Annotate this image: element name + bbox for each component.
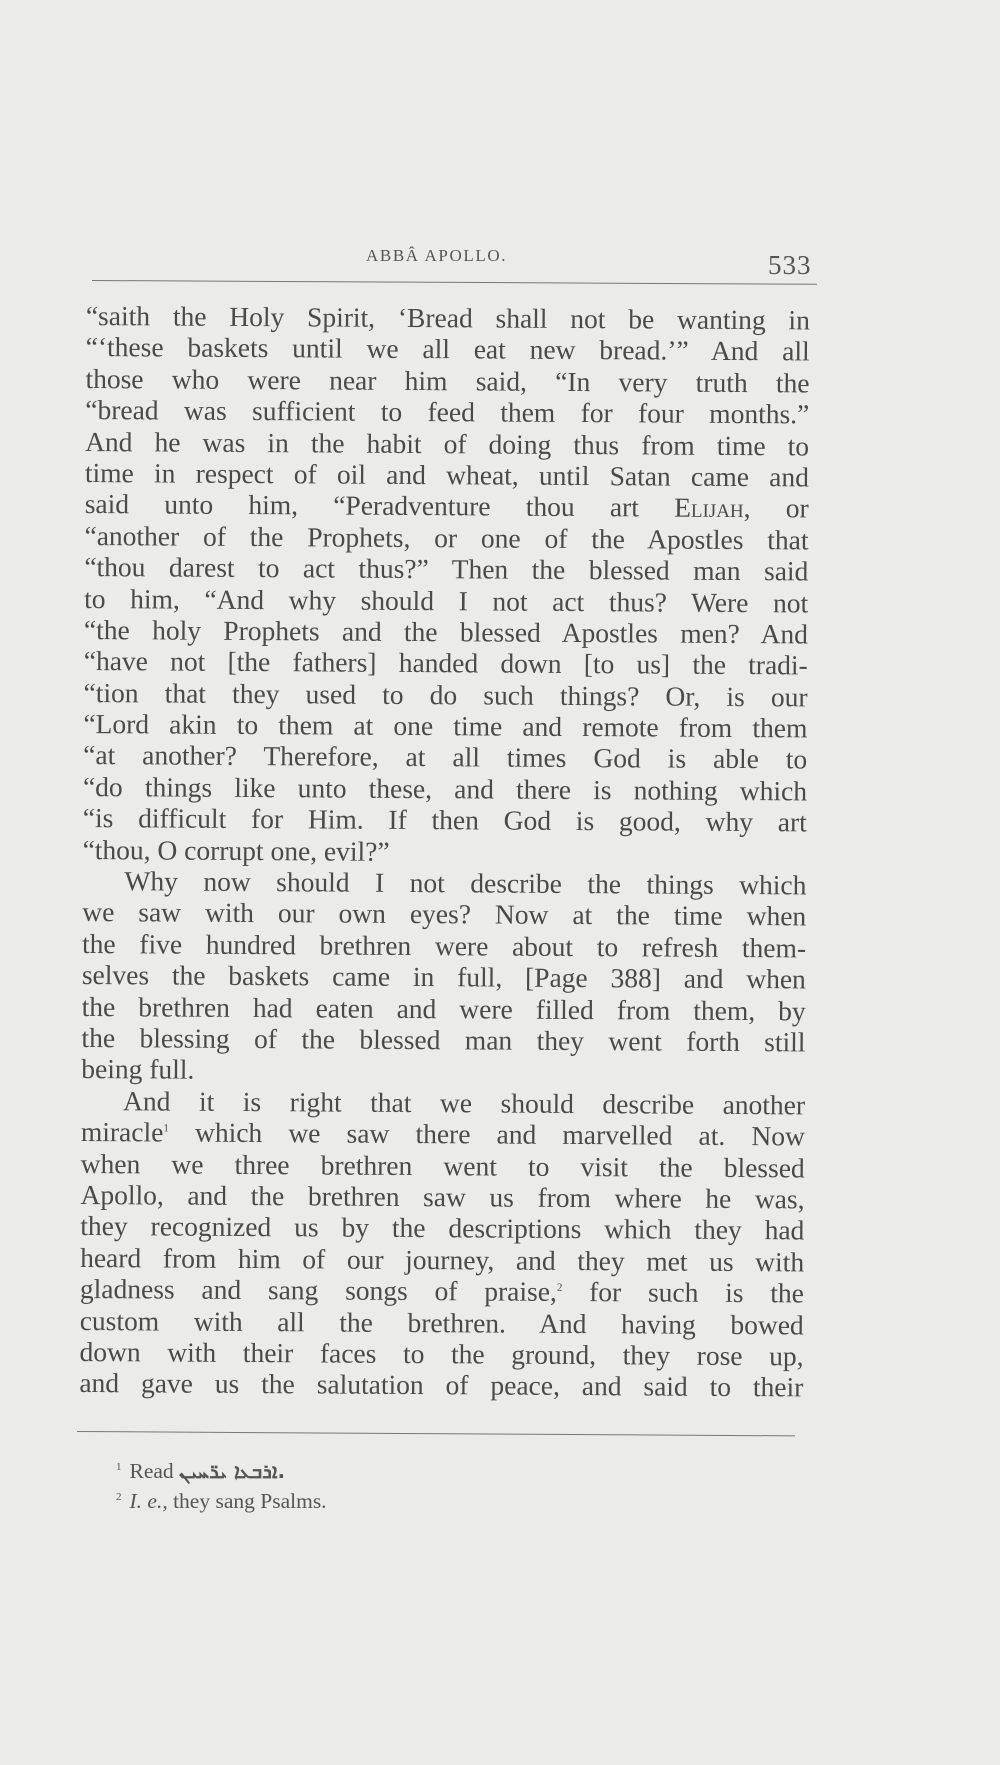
text-line: “tion that they used to do such things? Or, is our	[83, 676, 808, 713]
text-line: “at another? Therefore, at all times God is able to	[83, 739, 808, 775]
text-line: “is difficult for Him. If then God is good, why art	[82, 802, 807, 838]
text-line: when we three brethren went to visit the blessed	[80, 1147, 805, 1183]
text-line: we saw with our own eyes? Now at the time when	[82, 896, 807, 932]
text-line: “Lord akin to them at one time and remote from them	[83, 708, 808, 744]
footnote-1	[116, 1452, 716, 1482]
footnotes	[116, 1452, 716, 1512]
text-line: they recognized us by the descriptions which they had	[80, 1210, 805, 1246]
name-elijah: Elijah	[674, 491, 744, 524]
text-fragment: said unto him, “Peradventure thou art	[84, 488, 639, 523]
text-line: being full.	[81, 1053, 195, 1086]
footnote-mark: 2	[116, 1491, 122, 1503]
text-line: heard from him of our journey, and they met us with	[80, 1241, 805, 1278]
text-line: “bread was sufficient to feed them for four months.”	[85, 394, 810, 430]
text-fragment: gladness and sang songs of praise,	[79, 1273, 557, 1308]
paragraph-first-line: Why now should I not describe the things which	[124, 865, 807, 901]
text-line: to him, “And why should I not act thus? Were not	[84, 582, 809, 618]
text-line: custom with all the brethren. And having bowed	[79, 1304, 804, 1340]
text-line: time in respect of oil and wheat, until Satan came and	[84, 456, 810, 493]
text-line: down with their faces to the ground, they rose up,	[79, 1335, 804, 1372]
text-line: the brethren had eaten and were filled from them, by	[81, 990, 806, 1027]
footnote-text: they sang Psalms.	[167, 1489, 327, 1514]
text-line: Apollo, and the brethren saw us from where he was,	[80, 1178, 805, 1215]
page-number: 533	[768, 250, 812, 280]
text-fragment: miracle	[80, 1116, 164, 1148]
text-line: “do things like unto these, and there is nothing which	[82, 770, 808, 807]
text-line: those who were near him said, “In very truth the	[85, 362, 810, 399]
footnote-2	[116, 1482, 716, 1512]
footnote-text: Read	[129, 1459, 174, 1484]
text-fragment: for such is the	[562, 1276, 805, 1309]
text-line: selves the baskets came in full, [Page 388] and when	[81, 959, 806, 995]
text-line: “thou darest to act thus?” Then the blessed man said	[84, 551, 809, 587]
running-header: ABBÂ APOLLO.	[366, 246, 508, 265]
text-line: the five hundred brethren were about to refresh them-	[81, 927, 807, 964]
text-line: “‘these baskets until we all eat new bread.’” And all	[85, 331, 810, 367]
text-line	[85, 488, 809, 524]
syriac-text: ܐܪܒܥܐ ܝܪ̈ܚܝܢ.	[179, 1459, 286, 1484]
text-line: the blessing of the blessed man they went forth still	[81, 1021, 806, 1058]
text-fragment: which we saw there and marvelled at. Now	[168, 1116, 806, 1152]
footnote-italic: I. e.,	[129, 1489, 168, 1514]
text-line	[80, 1273, 804, 1309]
footnote-ref: 1	[163, 1122, 169, 1135]
text-line: “the holy Prophets and the blessed Apostles men? And	[83, 613, 809, 650]
text-line: “have not [the fathers] handed down [to us] the tradi-	[83, 645, 808, 681]
text-line: “thou, O corrupt one, evil?”	[82, 833, 390, 867]
text-line	[81, 1116, 805, 1152]
paragraph-first-line: And it is right that we should describe another	[123, 1085, 806, 1121]
text-fragment: , or	[743, 492, 809, 524]
header-rule	[92, 280, 817, 285]
text-line: “another of the Prophets, or one of the Apostles that	[84, 519, 809, 556]
text-line: “saith the Holy Spirit, ‘Bread shall not be wanting in	[85, 300, 810, 336]
body-text	[79, 300, 810, 1403]
footnote-ref: 2	[556, 1281, 563, 1294]
text-line: and gave us the salutation of peace, and said to their	[79, 1367, 804, 1403]
text-line: And he was in the habit of doing thus from time to	[85, 425, 810, 461]
footnote-rule	[77, 1431, 795, 1436]
footnote-mark: 1	[116, 1461, 122, 1473]
